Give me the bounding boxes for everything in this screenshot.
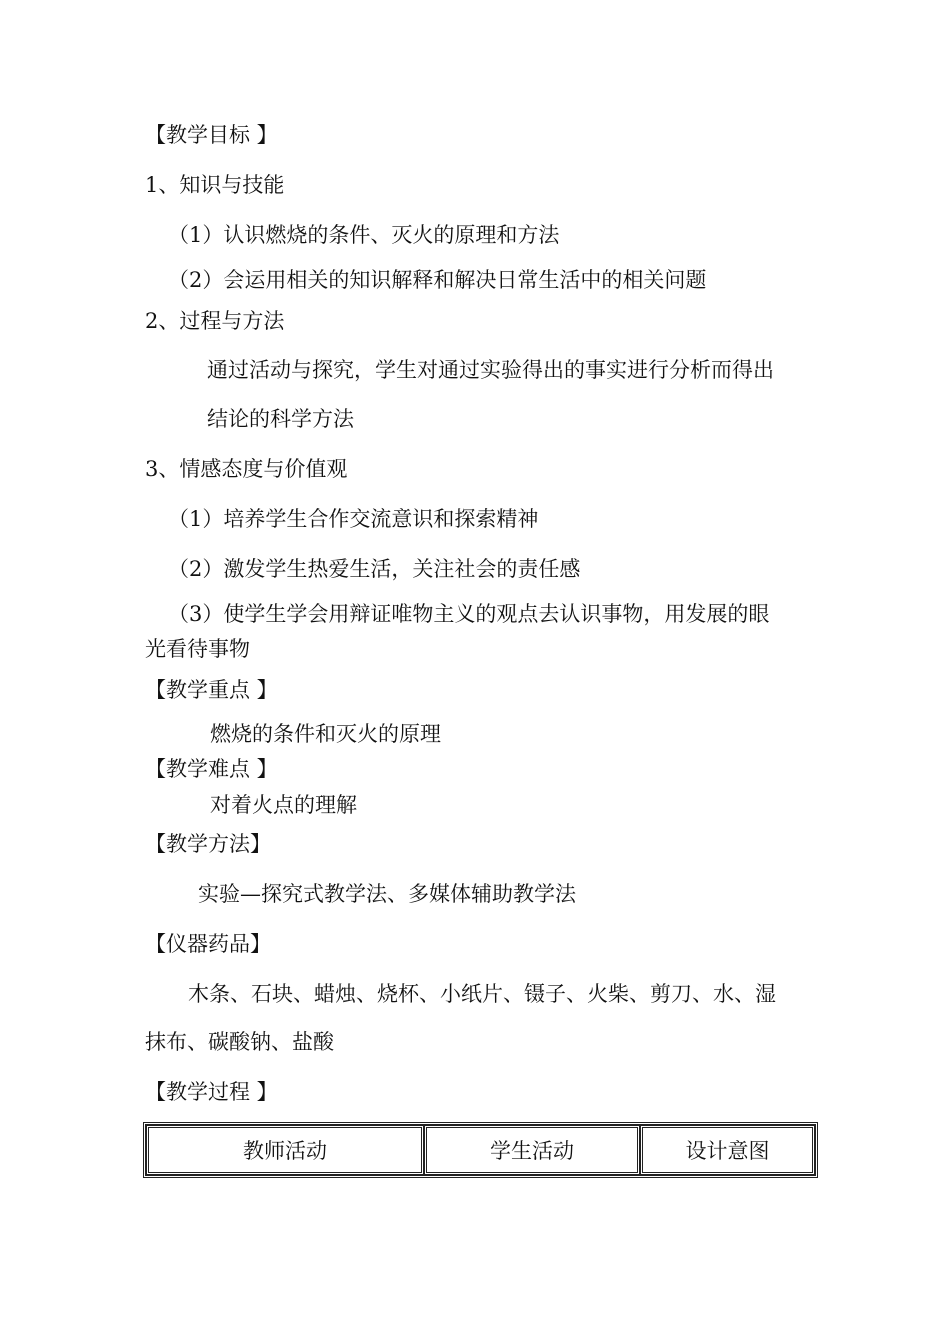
objectives-heading: 【教学目标 】 <box>145 123 278 147</box>
emotion-item-3: （3）使学生学会用辩证唯物主义的观点去认识事物，用发展的眼 <box>168 602 770 626</box>
key-points-text: 燃烧的条件和灭火的原理 <box>210 722 441 746</box>
methods-heading: 【教学方法】 <box>145 832 271 856</box>
table-row <box>146 1125 815 1175</box>
emotion-item-2: （2）激发学生热爱生活，关注社会的责任感 <box>168 557 581 581</box>
process-title: 2、过程与方法 <box>145 309 285 333</box>
procedure-heading: 【教学过程 】 <box>145 1080 278 1104</box>
materials-line-2: 抹布、碳酸钠、盐酸 <box>145 1030 334 1054</box>
materials-heading: 【仪器药品】 <box>145 932 271 956</box>
column-header-student: 学生活动 <box>424 1125 640 1175</box>
emotion-title: 3、情感态度与价值观 <box>145 457 348 481</box>
procedure-table <box>143 1122 818 1178</box>
difficulties-heading: 【教学难点 】 <box>145 757 278 781</box>
difficulties-text: 对着火点的理解 <box>210 793 357 817</box>
materials-line-1: 木条、石块、蜡烛、烧杯、小纸片、镊子、火柴、剪刀、水、湿 <box>188 982 776 1006</box>
emotion-item-3-cont: 光看待事物 <box>145 637 250 661</box>
column-header-intent: 设计意图 <box>640 1125 815 1175</box>
methods-text: 实验—探究式教学法、多媒体辅助教学法 <box>198 882 576 906</box>
column-header-teacher: 教师活动 <box>146 1125 424 1175</box>
knowledge-title: 1、知识与技能 <box>145 173 285 197</box>
process-line-2: 结论的科学方法 <box>207 407 354 431</box>
knowledge-item-1: （1）认识燃烧的条件、灭火的原理和方法 <box>168 223 560 247</box>
key-points-heading: 【教学重点 】 <box>145 678 278 702</box>
emotion-item-1: （1）培养学生合作交流意识和探索精神 <box>168 507 539 531</box>
knowledge-item-2: （2）会运用相关的知识解释和解决日常生活中的相关问题 <box>168 268 707 292</box>
process-line-1: 通过活动与探究，学生对通过实验得出的事实进行分析而得出 <box>207 358 774 382</box>
